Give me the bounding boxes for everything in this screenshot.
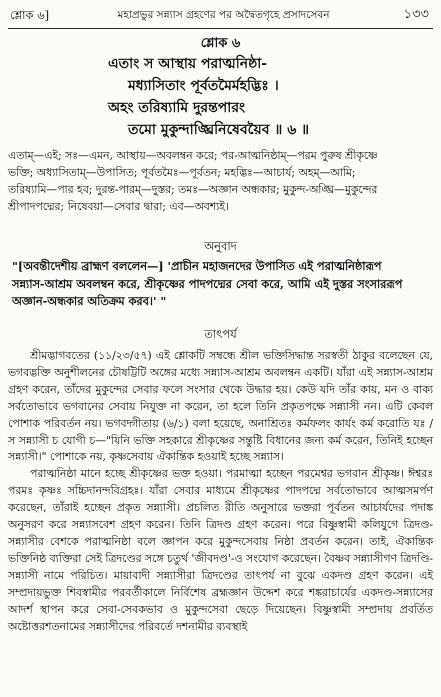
synonyms-line: ভক্তি; অধ্যাসিতাম্—উপাসিত; পূর্বতমৈঃ—পূর্বতন; মহদ্ভিঃ—আচার্য; অহম্—আমি; — [8, 166, 356, 179]
verse-line: এতাং স আস্থায় পরাত্মনিষ্ঠা- — [108, 56, 268, 72]
purport-text — [8, 348, 433, 635]
translation-line: অজ্ঞান-অন্ধকার অতিক্রম করব।' " — [12, 294, 167, 308]
synonyms-line: তরিষ্যামি—পার হব; দুরন্ত-পারম্—দুস্তর; তমঃ—অজ্ঞান অন্ধকার; মুকুন্দ-অঙ্ঘ্রি—মুকুন্দের — [8, 183, 378, 196]
translation-text — [12, 258, 429, 311]
word-synonyms — [8, 147, 433, 215]
purport-heading: তাৎপর্য — [204, 327, 237, 341]
purport-paragraph: পরাত্মনিষ্ঠা মানে হচ্ছে শ্রীকৃষ্ণের ভক্ত হওয়া। পরমাত্মা হচ্ছেন পরমেশ্বর ভগবান শ্রীকৃষ্ণ। ঈশ্বরঃ পরমঃ কৃষ্ণঃ সচ্চিদানন্দবিগ্রহঃ। যাঁরা সেবার মাধ্যমে শ্রীকৃষ্ণের পাদপদ্মে সর্বতোভাবে আত্মসমর্পণ করেছেন, তাঁরাই হচ্ছেন প্রকৃত সন্ন্যাসী। প্রচলিত রীতি অনুসারে ভক্তরা পূর্বতন আচার্যদের পদাঙ্ক অনুসরণ করে সন্ন্যাসবেশ গ্রহণ করেন। তিনি ত্রিদণ্ড গ্রহণ করেন। পরে বিষ্ণুস্বামী কলিযুগে ত্রিদণ্ড-সন্ন্যাসীর বেশকে পরাত্মনিষ্ঠা বলে জ্ঞাপন করে মুকুন্দসেবায় নিষ্ঠা প্রবর্তন করেন। তাই, ঐকান্তিক ভক্তিনিষ্ঠ ব্যক্তিরা সেই ত্রিদণ্ডের সঙ্গে চতুর্থ 'জীবদণ্ড'-ও সংযোগ করেছেন। বৈষ্ণব সন্ন্যাসীগণ ত্রিদণ্ডি-সন্ন্যাসী নামে পরিচিত। মায়াবাদী সন্ন্যাসীরা ত্রিদণ্ডের তাৎপর্য না বুঝে একদণ্ড গ্রহণ করেন। এই সম্প্রদায়ভুক্ত শিবস্বামীর পরবর্তীকালে নির্বিশেষ ব্রহ্মজ্ঞান উদ্দেশ করে শঙ্করাচার্যের একদণ্ড-সন্ন্যাসের আদর্শ স্থাপন করে সেবা-সেবকভাব ও মুকুন্দসেবা ছেড়ে দিয়েছেন। বিষ্ণুস্বামী সম্প্রদায় প্রবর্তিত অষ্টোত্তরশতনামের সন্ন্যাসীদের পরিবর্তে দশনামীর ব্যবস্থাই — [8, 467, 433, 633]
translation-line: "[অবন্তীদেশীয় ব্রাহ্মণ বললেন—] 'প্রাচীন মহাজনদের উপাসিত এই পরাত্মনিষ্ঠারূপ — [12, 259, 382, 273]
translation-line: সন্ন্যাস-আশ্রম অবলম্বন করে, শ্রীকৃষ্ণের পাদপদ্মের সেবা করে, আমি এই দুস্তর সংসাররূপ — [12, 276, 403, 291]
verse-line: তমো মুকুন্দাঙ্ঘ্রিনিষেবয়ৈব ॥ ৬ ॥ — [128, 122, 310, 138]
verse-line: মধ্যাসিতাং পূর্বতমৈর্মহদ্ভিঃ । — [128, 78, 279, 94]
running-header — [8, 4, 433, 29]
synonyms-line: শ্রীপাদপদ্মের; নিষেবয়া—সেবার দ্বারা; এব—অবশ্যই। — [8, 200, 229, 213]
page-number: ১৩৩ — [403, 7, 429, 22]
translation-heading: অনুবাদ — [204, 239, 237, 253]
chapter-verse-label: শ্লোক ৬] — [10, 8, 50, 22]
running-title: মহাপ্রভুর সন্ন্যাস গ্রহণের পর অদ্বৈতগৃহে প্রসাদসেবন — [117, 9, 330, 21]
verse-number-heading: শ্লোক ৬ — [200, 36, 241, 51]
synonyms-line: এতাম্—এই; সঃ—এমন, আস্থায়—অবলম্বন করে; পর-আত্মনিষ্ঠাম্—পরম পুরুষ শ্রীকৃষ্ণে — [8, 149, 378, 162]
purport-paragraph: শ্রীমদ্ভাগবতের (১১/২৩/৫৭) এই শ্লোকটি সম্বন্ধে শ্রীল ভক্তিসিদ্ধান্ত সরস্বতী ঠাকুর বলেছেন যে, ভগবদ্ভক্তি অনুশীলনের চৌষট্টিটি অঙ্গের মধ্যে সন্ন্যাস-আশ্রম অবলম্বন একটি। যাঁরা এই সন্ন্যাস-আশ্রম গ্রহণ করেন, তাঁদের মুকুন্দের সেবার ফলে সংসার থেকে উদ্ধার হয়। কেউ যদি তাঁর কায়, মন ও বাক্য সর্বতোভাবে ভগবানের সেবায় নিযুক্ত না করেন, তা হলে তিনি প্রকৃতপক্ষে সন্ন্যাসী নন। এটি কেবল পোশাক পরিবর্তন নয়। ভগবদ্গীতায় (৬/১) বলা হয়েছে, অনাশ্রিতঃ কর্মফলং কার্যং কর্ম করোতি যঃ / স সন্ন্যাসী চ যোগী চ—"যিনি ভক্তি সহকারে শ্রীকৃষ্ণের সন্তুষ্টি বিধানের জন্য কর্ম করেন, তিনিই হচ্ছেন সন্ন্যাসী।" পোশাকে নয়, কৃষ্ণসেবায় ঐকান্তিক হওয়াই হচ্ছে সন্ন্যাস। — [8, 349, 433, 464]
verse-line: অহং তরিষ্যামি দুরন্তপারং — [108, 100, 246, 116]
